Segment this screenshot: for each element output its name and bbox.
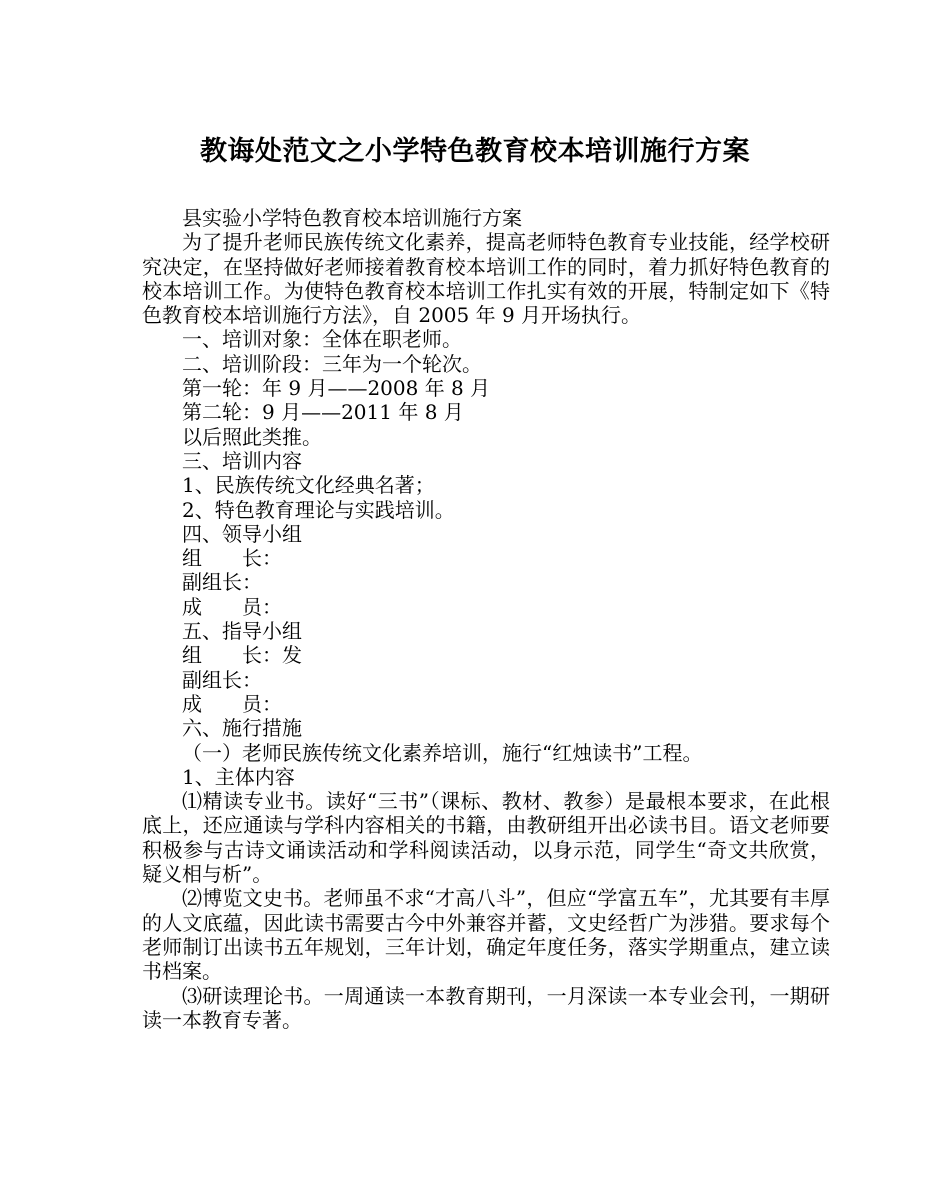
section-leadership-group: 四、领导小组 [182,521,302,546]
leadership-members: 成 员： [182,594,282,619]
leadership-leader: 组 长： [182,546,282,571]
guidance-leader: 组 长：发 [182,643,302,668]
section-guidance-group: 五、指导小组 [182,619,302,644]
round-note: 以后照此类推。 [182,424,322,449]
document-body [142,206,830,1032]
round-two: 第二轮：9 月——2011 年 8 月 [182,400,464,425]
content-item-1: 1、民族传统文化经典名著； [182,473,435,498]
reading-item-1: ⑴精读专业书。读好“三书”（课标、教材、教参）是最根本要求，在此根底上，还应通读与学科内容相关的书籍，由教研组开出必读书目。语文老师要积极参与古诗文诵读活动和学科阅读活动，以身示范，同学生“奇文共欣赏，疑义相与析”。 [142,789,830,887]
content-item-2: 2、特色教育理论与实践培训。 [182,497,455,522]
section-training-stage: 二、培训阶段：三年为一个轮次。 [182,351,482,376]
reading-item-2: ⑵博览文史书。老师虽不求“才高八斗”，但应“学富五车”，尤其要有丰厚的人文底蕴，因此读书需要古今中外兼容并蓄，文史经哲广为涉猎。要求每个老师制订出读书五年规划，三年计划，确定年度任务，落实学期重点，建立读书档案。 [142,886,830,984]
section-measures: 六、施行措施 [182,716,302,741]
document-title: 教诲处范文之小学特色教育校本培训施行方案 [200,136,750,167]
reading-item-3: ⑶研读理论书。一周通读一本教育期刊，一月深读一本专业会刊，一期研读一本教育专著。 [142,983,830,1032]
intro-paragraph: 为了提升老师民族传统文化素养，提高老师特色教育专业技能，经学校研究决定，在坚持做好老师接着教育校本培训工作的同时，着力抓好特色教育的校本培训工作。为使特色教育校本培训工作扎实有效的开展，特制定如下《特色教育校本培训施行方法》，自 2005 年 9 月开场执行。 [142,230,830,328]
leadership-deputy: 副组长： [182,570,262,595]
main-content-heading: 1、主体内容 [182,764,295,789]
section-training-target: 一、培训对象：全体在职老师。 [182,327,462,352]
guidance-deputy: 副组长： [182,667,262,692]
round-one: 第一轮：年 9 月——2008 年 8 月 [182,376,491,401]
measure-1-heading: （一）老师民族传统文化素养培训，施行“红烛读书”工程。 [182,740,703,765]
subtitle-line: 县实验小学特色教育校本培训施行方案 [182,206,522,230]
guidance-members: 成 员： [182,691,282,716]
section-training-content: 三、培训内容 [182,448,302,473]
